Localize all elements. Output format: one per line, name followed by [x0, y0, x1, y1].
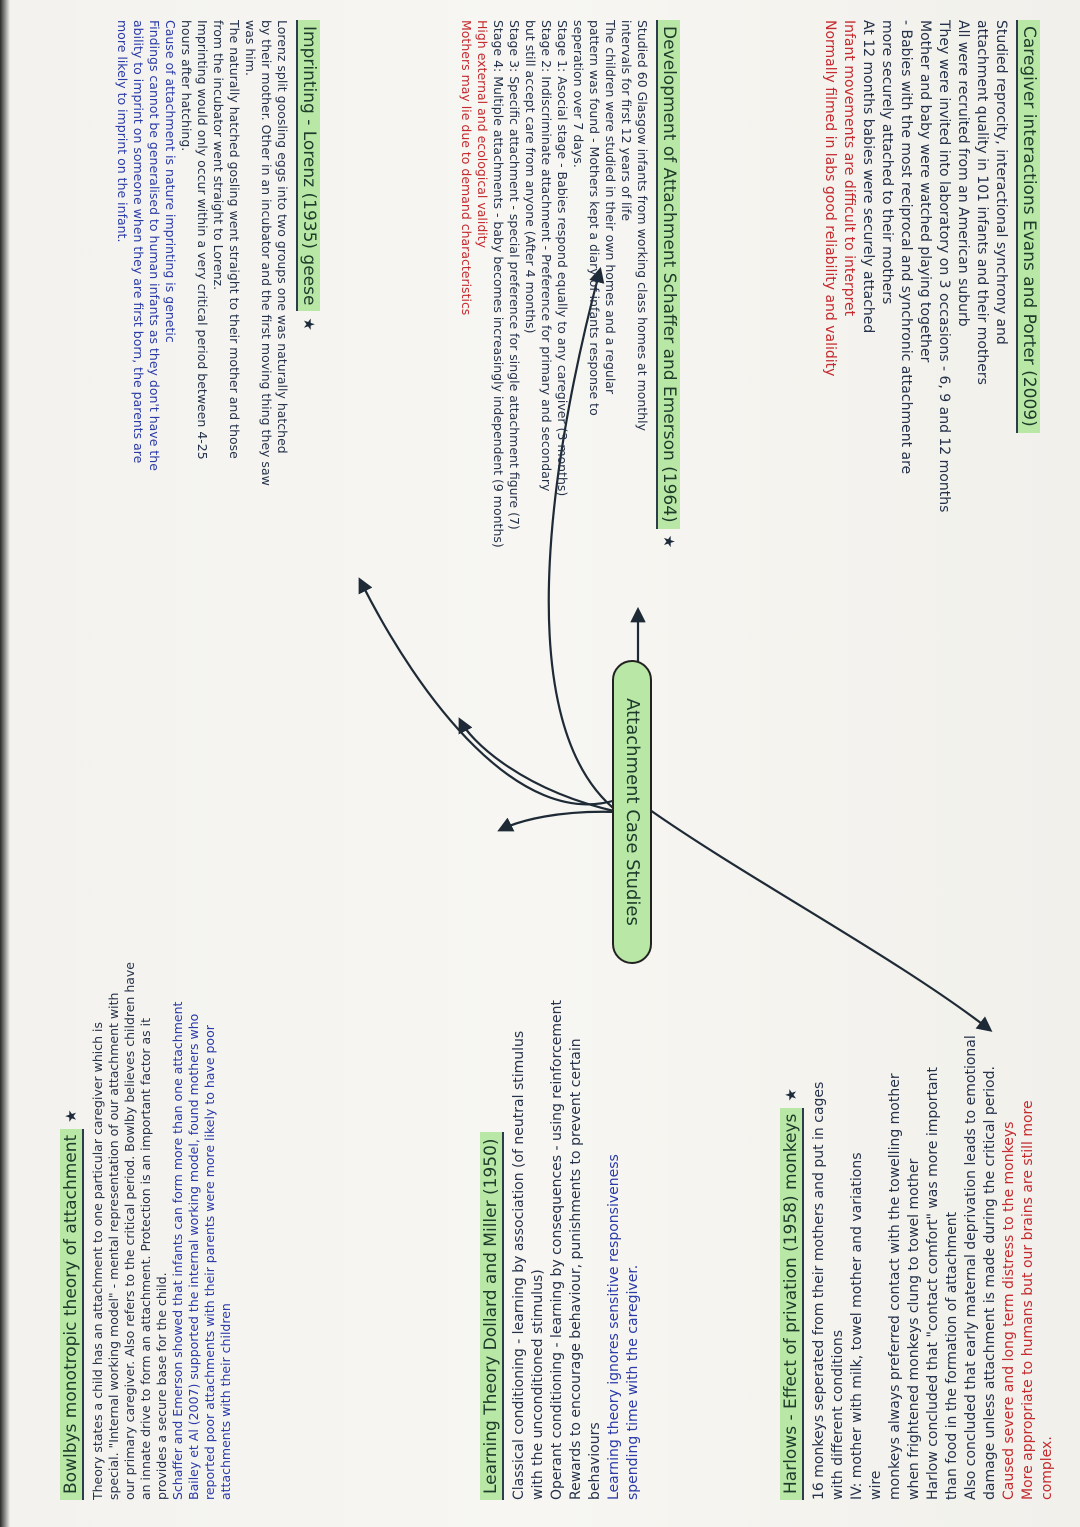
star-icon: ★: [660, 534, 678, 549]
arrow-to-harlows: [650, 810, 990, 1030]
caregiver-note-line: All were recruited from an American suburb: [955, 20, 971, 327]
imprinting-note-line: was him.: [243, 20, 258, 76]
learning-theory-section: [480, 1000, 643, 1500]
development-note-line: but still accept care from anyone (After 4 months): [523, 20, 538, 334]
development-note-line: The children were studied in their own homes and a regular: [603, 20, 618, 395]
bowlby-section: [60, 860, 234, 1500]
star-icon: ★: [62, 1109, 80, 1123]
harlows-note-line: 16 monkeys seperated from their mothers and put in cages: [811, 1081, 827, 1500]
bowlby-note-line: provides a secure base for the child.: [154, 1272, 169, 1500]
development-note-line: Stage 3: Specific attachment - special preference for single attachment figure (7): [507, 20, 522, 530]
harlows-title: Harlows - Effect of privation (1958) monkeys: [780, 1108, 804, 1500]
development-note-line: pattern was found - Mothers kept a diary of infants response to: [587, 20, 602, 416]
star-icon: ★: [300, 317, 318, 331]
harlows-note-line: IV: mother with milk, towel mother and variations: [849, 1152, 865, 1500]
caregiver-note-line: Studied reprocity, interactional synchrony and: [993, 20, 1009, 345]
caregiver-note-line: They were invited into laboratory on 3 occasions - 6, 9 and 12 months: [936, 20, 952, 513]
bowlby-evaluation-line: reported poor attachments with their parents were more likely to have poor: [202, 1025, 217, 1500]
caregiver-interactions-section: [820, 20, 1040, 640]
imprinting-note-line: by their mother. Other in an incubator and the first moving thing they saw: [259, 20, 274, 486]
star-icon: ★: [782, 1088, 800, 1102]
bowlby-evaluation-line: Bailey et Al (2007) supported the internal working model, found mothers who: [186, 1013, 201, 1500]
bowlby-note-line: our primary caregiver. Also refers to the critical period. Bowlby believes children have: [122, 962, 137, 1500]
imprinting-title: Imprinting - Lorenz (1935) geese: [296, 20, 320, 311]
harlows-note-line: monkeys always preferred contact with the towelling mother: [887, 1073, 903, 1500]
development-note-line: Stage 2: Indiscriminate attachment - Preference for primary and secondary: [539, 20, 554, 492]
harlows-note-line: wire: [868, 1470, 884, 1500]
caregiver-note-line: Mother and baby were watched playing together: [917, 20, 933, 363]
imprinting-evaluation-line: more likely to imprint on the infant.: [115, 20, 130, 243]
development-evaluation-line: Mothers may lie due to demand characteristics: [459, 20, 474, 316]
development-note-line: Stage 4: Multiple attachments - baby becomes increasingly independent (9 months): [491, 20, 506, 548]
imprinting-note-line: Imprinting would only occur within a very critical period between 4-25: [195, 20, 210, 460]
harlows-evaluation-line: More appropriate to humans but our brains are still more: [1020, 1100, 1036, 1500]
imprinting-section: [114, 20, 320, 540]
caregiver-title: Caregiver interactions Evans and Porter (2009): [1016, 20, 1040, 433]
learning-note-line: with the unconditioned stimulus): [530, 1269, 546, 1500]
bowlby-note-line: Theory states a child has an attachment to one particular caregiver which is: [90, 1021, 105, 1500]
bowlby-note-line: an innate drive to form an attachment. Protection is an important factor as it: [138, 1017, 153, 1500]
arrow-to-imprinting: [500, 812, 618, 830]
harlows-note-line: damage unless attachment is made during the critical period.: [982, 1066, 998, 1500]
bowlby-evaluation-line: Schaffer and Emerson showed that infants can form more than one attachment: [170, 1001, 185, 1500]
imprinting-note-line: from the incubator went straight to Lorenz.: [211, 20, 226, 291]
development-note-line: intervals for first 12 years of life: [619, 20, 634, 222]
harlows-note-line: when frightened monkeys clung to towel mother: [906, 1158, 922, 1500]
caregiver-note-line: more securely attached to their mothers: [879, 20, 895, 305]
development-of-attachment-section: [458, 20, 680, 620]
harlows-note-line: than food in the formation of attachment: [944, 1211, 960, 1500]
imprinting-evaluation-line: Cause of attachment is nature imprinting is genetic: [163, 20, 178, 343]
caregiver-evaluation-line: Normally filmed in labs good reliability and validity: [822, 20, 838, 377]
bowlby-title: Bowlbys monotropic theory of attachment: [60, 1129, 84, 1500]
caregiver-note-line: At 12 months babies were securely attached: [860, 20, 876, 334]
learning-note-line: Rewards to encourage behaviour, punishments to prevent certain: [568, 1038, 584, 1500]
harlows-evaluation-line: Caused severe and long term distress to the monkeys: [1001, 1121, 1017, 1500]
central-topic: Attachment Case Studies: [612, 660, 652, 964]
bowlby-note-line: special. "Internal working model" - mental representation of our attachment with: [106, 992, 121, 1500]
caregiver-evaluation-line: Infant movements are difficult to interpret: [841, 20, 857, 317]
learning-note-line: Classical conditioning - learning by association (of neutral stimulus: [511, 1030, 527, 1500]
bowlby-evaluation-line: attachments with their children: [218, 1303, 233, 1500]
harlows-note-line: Also concluded that early maternal deprivation leads to emotional: [963, 1035, 979, 1500]
harlows-note-line: with different conditions: [830, 1329, 846, 1500]
caregiver-note-line: - Babies with the most reciprocal and synchronic attachment are: [898, 20, 914, 475]
development-title: Development of Attachment Schaffer and Emerson (1964): [656, 20, 680, 529]
development-note-line: Studied 60 Glasgow infants from working class homes at monthly: [635, 20, 650, 432]
development-evaluation-line: High external and ecological validity: [475, 20, 490, 249]
learning-evaluation-line: Learning theory ignores sensitive responsiveness: [606, 1154, 622, 1500]
harlows-evaluation-line: complex.: [1039, 1436, 1055, 1500]
development-note-line: seperation over 7 days.: [571, 20, 586, 168]
learning-title: Learning Theory Dollard and Miller (1950): [480, 1132, 504, 1500]
harlows-note-line: Harlow concluded that "contact comfort" was more important: [925, 1067, 941, 1500]
harlows-section: [780, 1035, 1057, 1500]
imprinting-evaluation-line: Findings cannot be generalised to human infants as they don't have the: [147, 20, 162, 471]
arrow-to-development: [460, 720, 618, 812]
imprinting-note-line: Lorenz split goosling eggs into two groups one was naturally hatched: [275, 20, 290, 454]
imprinting-note-line: hours after hatching.: [179, 20, 194, 152]
learning-evaluation-line: spending time with the caregiver.: [625, 1264, 641, 1500]
learning-note-line: behaviours: [587, 1422, 603, 1500]
caregiver-note-line: attachment quality in 101 infants and their mothers: [974, 20, 990, 385]
imprinting-evaluation-line: ability to imprint on someone when they are first born, the parents are: [131, 20, 146, 464]
learning-note-line: Operant conditioning - learning by consequences - using reinforcement: [549, 1000, 565, 1500]
imprinting-note-line: The naturally hatched gosling went straight to their mother and those: [227, 20, 242, 459]
development-note-line: Stage 1: Asocial stage - Babies respond equally to any caregiver (3 months): [555, 20, 570, 497]
